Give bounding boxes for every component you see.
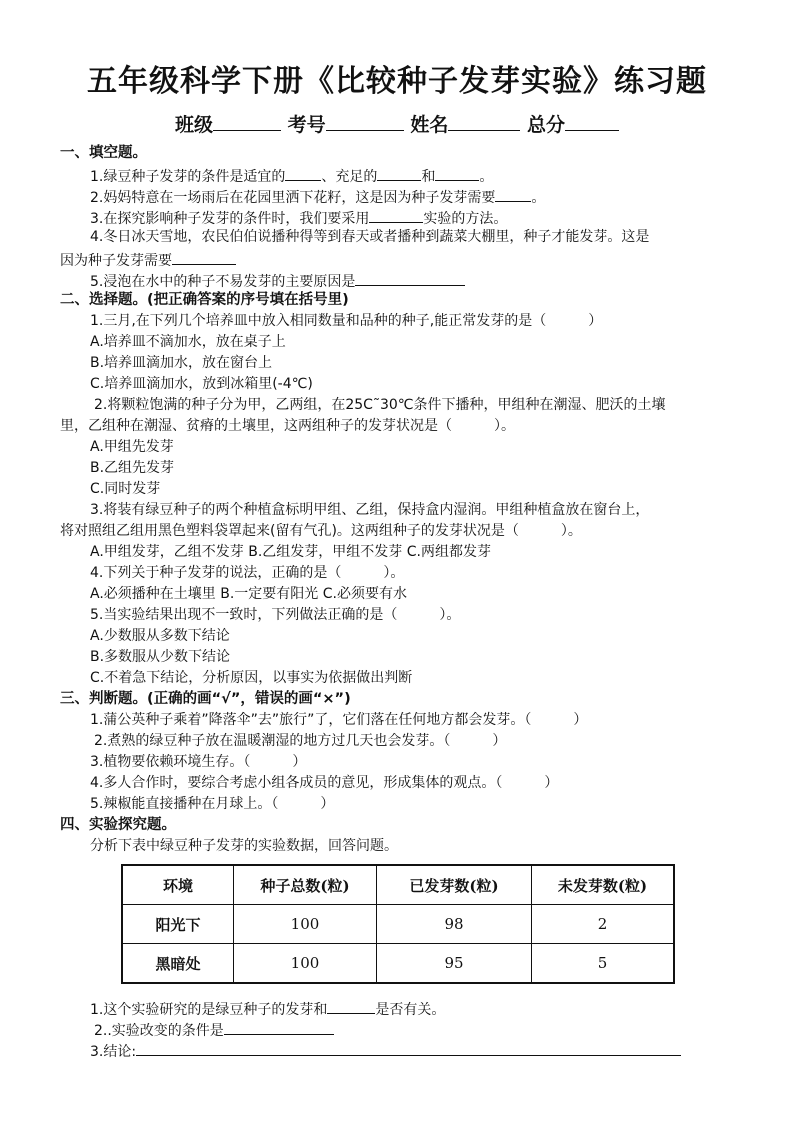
s2-question-3-line-1: 3.将装有绿豆种子的两个种植盒标明甲组、乙组，保持盒内湿润。甲组种植盒放在窗台上， — [90, 502, 650, 518]
class-blank[interactable] — [213, 110, 281, 131]
s2-q2-option-c: C.同时发芽 — [90, 481, 161, 497]
s3-question-3: 3.植物要依赖环境生存。（ ） — [90, 754, 307, 770]
s1-question-4-line-2: 因为种子发芽需要 — [60, 248, 794, 272]
table-cell: 5 — [532, 944, 675, 984]
s2-question-3-line-2: 将对照组乙组用黑色塑料袋罩起来(留有气孔)。这两组种子的发芽状况是（ ）。 — [60, 523, 582, 539]
blank[interactable] — [369, 206, 423, 223]
s1-question-1: 1.绿豆种子发芽的条件是适宜的 、充足的 和 。 — [90, 164, 794, 188]
s2-q1-option-c: C.培养皿滴加水，放到冰箱里(-4℃) — [90, 376, 313, 392]
s2-q2-option-a: A.甲组先发芽 — [90, 439, 174, 455]
blank[interactable] — [377, 164, 421, 181]
class-label: 班级 — [175, 114, 214, 136]
blank[interactable] — [435, 164, 479, 181]
s3-question-1: 1.蒲公英种子乘着”降落伞”去”旅行”了，它们落在任何地方都会发芽。（ ） — [90, 712, 588, 728]
s2-q1-option-a: A.培养皿不滴加水，放在桌子上 — [90, 334, 286, 350]
s2-question-1: 1.三月,在下列几个培养皿中放入相同数量和品种的种子,能正常发芽的是（ ） — [90, 313, 603, 329]
section-1-heading: 一、填空题。 — [60, 145, 147, 161]
s1-question-5: 5.浸泡在水中的种子不易发芽的主要原因是 — [90, 269, 794, 293]
score-label: 总分 — [526, 114, 565, 136]
s1-question-4-line-1: 4.冬日冰天雪地，农民伯伯说播种得等到春天或者播种到蔬菜大棚里，种子才能发芽。这是 — [90, 229, 650, 245]
s2-question-5: 5.当实验结果出现不一致时，下列做法正确的是（ ）。 — [90, 607, 461, 623]
blank[interactable] — [224, 1018, 334, 1035]
s4-question-1: 1.这个实验研究的是绿豆种子的发芽和 是否有关。 — [90, 997, 794, 1021]
germination-data-table — [121, 864, 675, 984]
s2-q5-option-a: A.少数服从多数下结论 — [90, 628, 230, 644]
s2-question-4: 4.下列关于种子发芽的说法，正确的是（ ）。 — [90, 565, 405, 581]
s2-question-2-line-1: 2.将颗粒饱满的种子分为甲，乙两组，在25C˜30℃条件下播种，甲组种在潮湿、肥沃的土壤 — [94, 397, 666, 413]
blank[interactable] — [136, 1039, 681, 1056]
score-blank[interactable] — [565, 110, 619, 131]
exam-no-label: 考号 — [287, 114, 326, 136]
table-header-row — [122, 865, 674, 905]
s4-intro: 分析下表中绿豆种子发芽的实验数据，回答问题。 — [90, 838, 398, 854]
s3-question-5: 5.辣椒能直接播种在月球上。（ ） — [90, 796, 335, 812]
page-title: 五年级科学下册《比较种子发芽实验》练习题 — [87, 64, 707, 99]
exam-no-blank[interactable] — [326, 110, 404, 131]
blank[interactable] — [355, 269, 465, 286]
s2-question-2-line-2: 里，乙组种在潮湿、贫瘠的土壤里，这两组种子的发芽状况是（ ）。 — [60, 418, 515, 434]
blank[interactable] — [327, 997, 375, 1014]
table-header-cell: 环境 — [122, 865, 234, 905]
s3-question-4: 4.多人合作时，要综合考虑小组各成员的意见，形成集体的观点。（ ） — [90, 775, 559, 791]
name-label: 姓名 — [410, 114, 449, 136]
s2-q5-option-b: B.多数服从少数下结论 — [90, 649, 231, 665]
s2-q5-option-c: C.不着急下结论，分析原因，以事实为依据做出判断 — [90, 670, 413, 686]
table-cell: 阳光下 — [122, 905, 234, 944]
table-header-cell: 种子总数(粒) — [234, 865, 377, 905]
s1-question-2: 2.妈妈特意在一场雨后在花园里洒下花籽，这是因为种子发芽需要 。 — [90, 185, 794, 209]
table-header-cell: 未发芽数(粒) — [532, 865, 675, 905]
table-cell: 100 — [234, 944, 377, 984]
table-row — [122, 944, 674, 984]
table-cell: 100 — [234, 905, 377, 944]
s2-q1-option-b: B.培养皿滴加水，放在窗台上 — [90, 355, 273, 371]
student-info-line — [0, 110, 794, 139]
table-cell: 黑暗处 — [122, 944, 234, 984]
table-header-cell: 已发芽数(粒) — [377, 865, 532, 905]
blank[interactable] — [285, 164, 321, 181]
section-3-heading: 三、判断题。(正确的画“√”，错误的画“×”) — [60, 691, 351, 707]
s2-q2-option-b: B.乙组先发芽 — [90, 460, 175, 476]
s4-question-3: 3.结论: — [90, 1039, 794, 1063]
blank[interactable] — [172, 248, 236, 265]
s2-q3-options: A.甲组发芽，乙组不发芽 B.乙组发芽，甲组不发芽 C.两组都发芽 — [90, 544, 491, 560]
table-cell: 98 — [377, 905, 532, 944]
table-cell: 95 — [377, 944, 532, 984]
s4-question-2: 2..实验改变的条件是 — [94, 1018, 794, 1042]
name-blank[interactable] — [448, 110, 520, 131]
table-row — [122, 905, 674, 944]
s1-question-3: 3.在探究影响种子发芽的条件时，我们要采用 实验的方法。 — [90, 206, 794, 230]
s3-question-2: 2.煮熟的绿豆种子放在温暖潮湿的地方过几天也会发芽。（ ） — [94, 733, 507, 749]
table-cell: 2 — [532, 905, 675, 944]
s2-q4-options: A.必须播种在土壤里 B.一定要有阳光 C.必须要有水 — [90, 586, 407, 602]
section-2-heading: 二、选择题。(把正确答案的序号填在括号里) — [60, 292, 349, 308]
blank[interactable] — [495, 185, 531, 202]
section-4-heading: 四、实验探究题。 — [60, 817, 176, 833]
